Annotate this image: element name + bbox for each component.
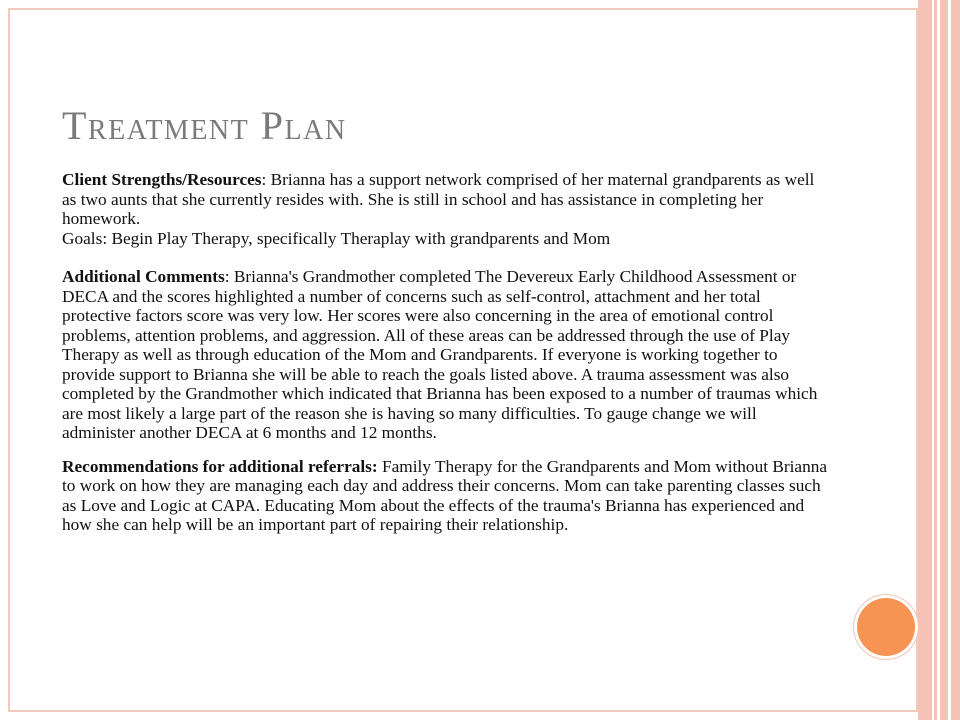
comments-paragraph <box>62 267 832 443</box>
strengths-label: Client Strengths/Resources <box>62 170 262 189</box>
stripe <box>934 0 937 720</box>
strengths-text: : Brianna has a support network comprised of her maternal grandparents as well as two aunts that she currently resides with. She is still in school and has assistance in completing her homework. <box>62 170 815 228</box>
strengths-paragraph <box>62 170 832 229</box>
stripe <box>918 0 932 720</box>
referrals-paragraph <box>62 457 832 535</box>
referrals-text: Family Therapy for the Grandparents and Mom without Brianna to work on how they are managing each day and address their concerns. Mom can take parenting classes such as Love and Logic at CAPA. Educating Mom about the effects of the trauma's Brianna has experienced and how she can help will be an important part of repairing their relationship. <box>62 456 828 534</box>
stripe <box>940 0 948 720</box>
slide-body <box>62 170 832 535</box>
goals-paragraph: Goals: Begin Play Therapy, specifically Theraplay with grandparents and Mom <box>62 228 611 248</box>
referrals-label: Recommendations for additional referrals: <box>62 456 378 476</box>
stripe <box>951 0 960 720</box>
comments-text: : Brianna's Grandmother completed The Devereux Early Childhood Assessment or DECA and the scores highlighted a number of concerns such as self-control, attachment and her total protective factors score was very low. Her scores were also concerning in the area of emotional control problems, attention problems, and aggression. All of these areas can be addressed through the use of Play Therapy as well as through education of the Mom and Grandparents. If everyone is working together to provide support to Brianna she will be able to reach the goals listed above. A trauma assessment was also completed by the Grandmother which indicated that Brianna has been exposed to a number of traumas which are most likely a large part of the reason she is having so many difficulties. To gauge change we will administer another DECA at 6 months and 12 months. <box>62 267 818 442</box>
accent-circle <box>857 598 915 656</box>
comments-label: Additional Comments <box>62 267 225 286</box>
slide-title: Treatment Plan <box>62 103 347 148</box>
decorative-stripes <box>918 0 960 720</box>
